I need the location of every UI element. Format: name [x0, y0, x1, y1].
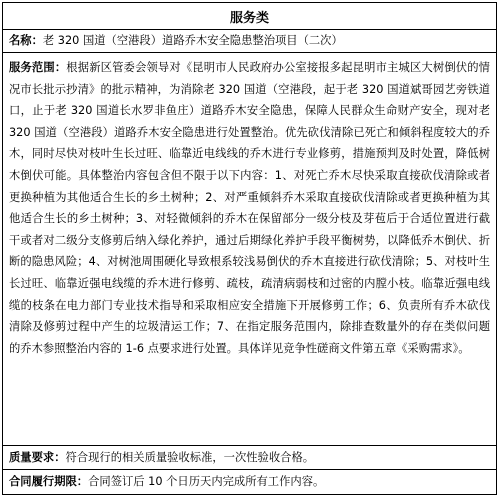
header-title: 服务类	[229, 10, 269, 26]
table-header	[3, 3, 496, 30]
quality-value: 符合现行的相关质量验收标准，一次性验收合格。	[65, 451, 315, 464]
period-label: 合同履行期限：	[9, 475, 89, 488]
name-value: 老 320 国道（空港段）道路乔木安全隐患整治项目（二次）	[42, 34, 343, 47]
quality-label: 质量要求：	[9, 451, 66, 464]
period-row	[3, 470, 496, 495]
name-row	[3, 30, 496, 53]
quality-row	[3, 446, 496, 470]
scope-row	[3, 53, 496, 446]
scope-label: 服务范围：	[9, 61, 67, 74]
name-label: 名称：	[9, 34, 43, 47]
period-value: 合同签订后 10 个日历天内完成所有工作内容。	[88, 475, 325, 488]
service-table	[2, 2, 497, 495]
scope-value: 根据新区管委会领导对《昆明市人民政府办公室接报多起昆明市主城区大树倒伏的情况市长批示抄清》的批示精神，为消除老 320 国道（空港段，起于老 320 国道斌哥园艺旁铁道口，止于老 320 国道长水罗非鱼庄）道路乔木安全隐患，保障人民群众生命财产安全，现对老 320 国道（空港段）道路乔木安全隐患进行处置整治。优先砍伐清除已死亡和倾斜程度较大的乔木，同时尽快对枝叶生长过旺、临靠近电线线的乔木进行专业修剪，措施预判及时处置，降低树木倒伏可能。具体整治内容包含但不限于以下内容：1、对死亡乔木尽快采取直接砍伐清除或者更换种植为其他适合生长的乡土树种；2、对严重倾斜乔木采取直接砍伐清除或者更换种植为其他适合生长的乡土树种；3、对轻微倾斜的乔木在保留部分一级分枝及芽苞后于合适位置进行截干或者对二级分支修剪后纳入绿化养护，通过后期绿化养护手段平衡树势，以降低乔木倒伏、折断的隐患风险；4、对树池周围硬化导致根系较浅易倒伏的乔木直接进行砍伐清除；5、对枝叶生长过旺、临靠近强电线缆的乔木进行修剪、疏枝，疏清病弱枝和过密的内膛小枝。临靠近强电线缆的枝条在电力部门专业技术指导和采取相应安全措施下开展修剪工作；6、负责所有乔木砍伐清除及修剪过程中产生的垃圾清运工作；7、在指定服务范围内，除排查数量外的存在类似问题的乔木参照整治内容的 1-6 点要求进行处置。具体详见竞争性磋商文件第五章《采购需求》。	[9, 61, 490, 355]
